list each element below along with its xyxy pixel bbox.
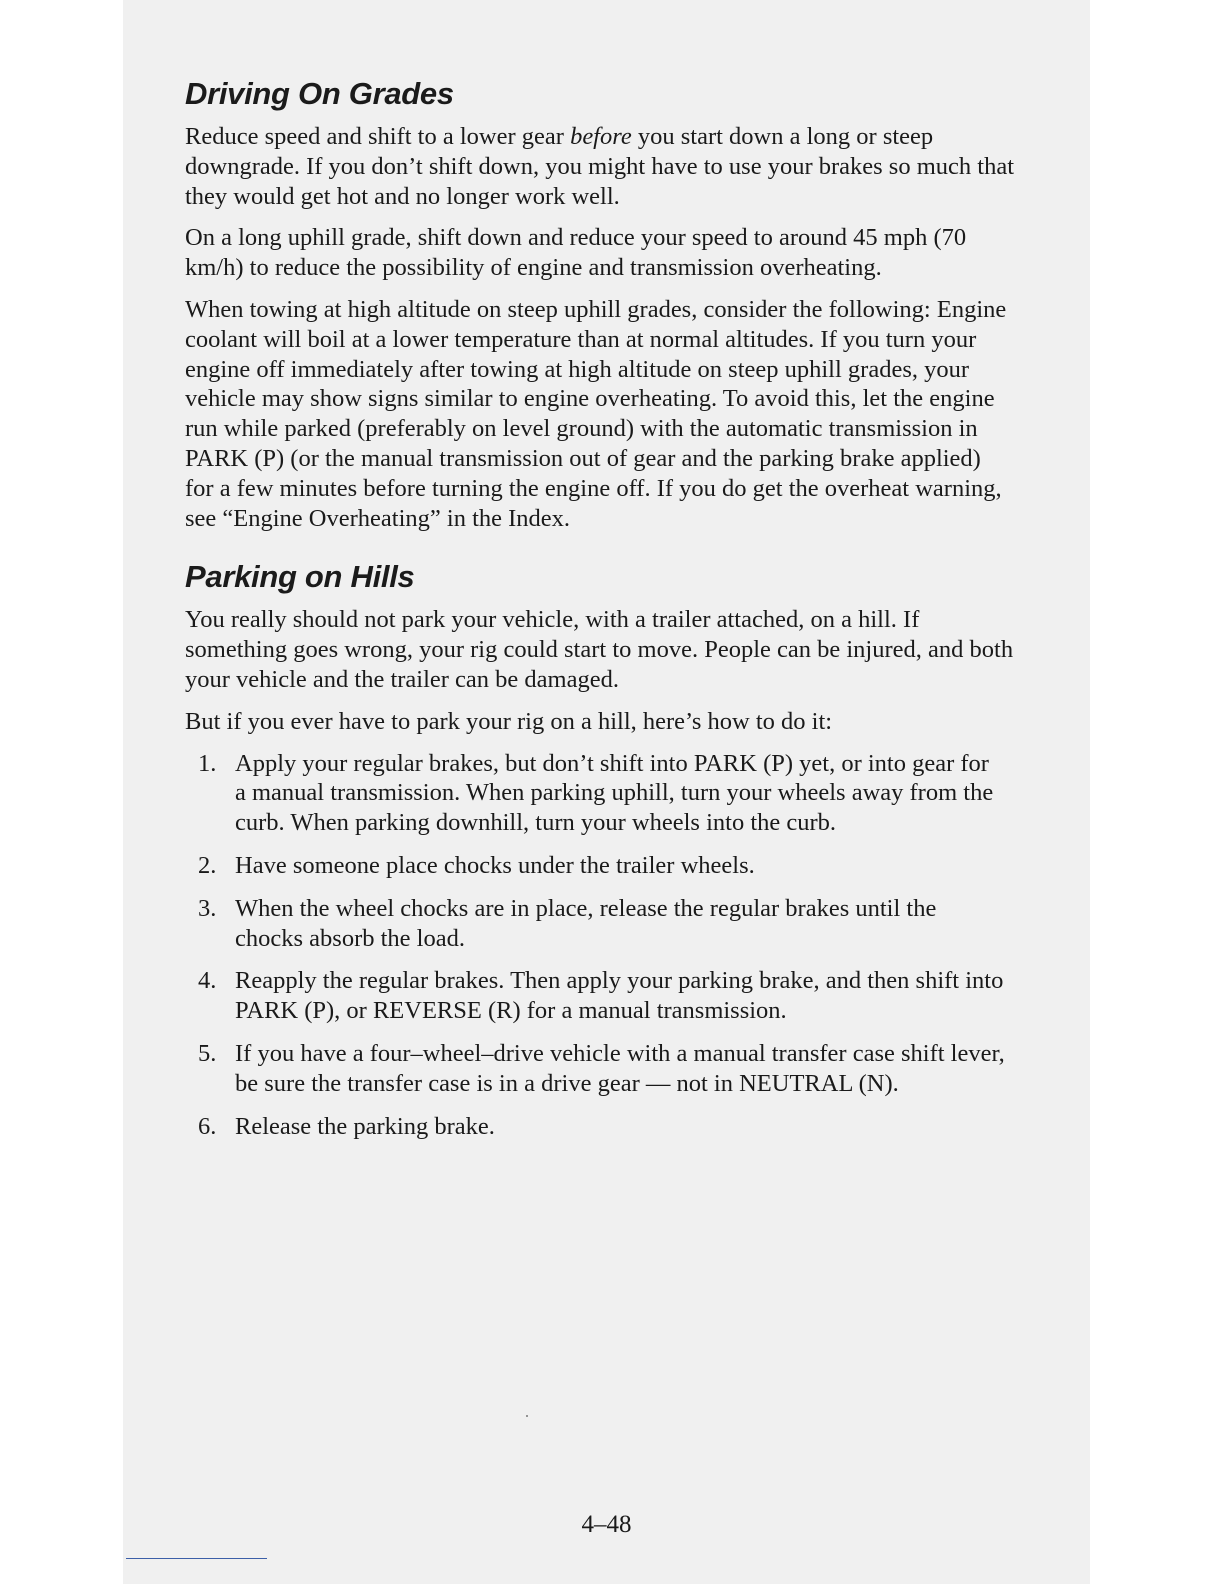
list-item-text: Have someone place chocks under the trailer wheels. — [235, 851, 755, 879]
list-item — [185, 966, 1015, 1026]
section-heading-parking-on-hills: Parking on Hills — [185, 559, 415, 595]
parking-steps-list — [185, 749, 1015, 1142]
list-item-number: 6. — [198, 1112, 217, 1140]
list-item-text: When the wheel chocks are in place, release the regular brakes until the chocks absorb the load. — [235, 894, 937, 952]
section-heading-driving-on-grades: Driving On Grades — [185, 76, 454, 111]
paragraph-high-altitude: When towing at high altitude on steep uphill grades, consider the following: Engine coolant will boil at a lower temperature than at normal altitudes. If you turn your engine off immediately after towing at high altitude on steep uphill grades, your vehicle may show signs similar to engine overheating. To avoid this, let the engine run while parked (preferably on level ground) with the automatic transmission in PARK (P) (or the manual transmission out of gear and the parking brake applied) for a few minutes before turning the engine off. If you do get the overheat warning, see “Engine Overheating” in the Index. — [185, 295, 1007, 532]
list-item-number: 2. — [198, 851, 217, 879]
paragraph-how-to: But if you ever have to park your rig on a hill, here’s how to do it: — [185, 707, 833, 735]
list-item-text: If you have a four–wheel–drive vehicle with a manual transfer case shift lever, be sure the transfer case is in a drive gear — not in NEUTRAL (N). — [235, 1039, 1005, 1097]
list-item-number: 1. — [198, 749, 217, 777]
paragraph-should-not-park: You really should not park your vehicle, with a trailer attached, on a hill. If something goes wrong, your rig could start to move. People can be injured, and both your vehicle and the trailer can be damaged. — [185, 606, 1014, 693]
list-item-text: Apply your regular brakes, but don’t shift into PARK (P) yet, or into gear for a manual transmission. When parking uphill, turn your wheels away from the curb. When parking downhill, turn your wheels into the curb. — [235, 749, 994, 837]
list-item-number: 3. — [198, 894, 217, 922]
list-item — [185, 1112, 1015, 1142]
list-item — [185, 1039, 1015, 1099]
paragraph-text: you start down a long or steep downgrade. If you don’t shift down, you might have to use your brakes so much that they would get hot and no longer work well. — [185, 123, 1015, 210]
emphasis-before: before — [570, 123, 632, 150]
footer-rule — [126, 1558, 267, 1559]
document-page — [123, 0, 1090, 1584]
paragraph-text: Reduce speed and shift to a lower gear — [185, 123, 571, 150]
list-item — [185, 894, 1015, 954]
list-item-number: 5. — [198, 1039, 217, 1067]
list-item-number: 4. — [198, 967, 217, 995]
list-item-text: Reapply the regular brakes. Then apply your parking brake, and then shift into PARK (P), or REVERSE (R) for a manual transmission. — [235, 967, 1004, 1025]
list-item-text: Release the parking brake. — [235, 1112, 495, 1140]
speck-decoration — [526, 1415, 528, 1417]
page-number: 4–48 — [581, 1511, 632, 1538]
paragraph-reduce-speed — [185, 122, 1015, 211]
list-item — [185, 851, 1015, 881]
page-content — [185, 76, 1015, 1154]
list-item — [185, 749, 1015, 838]
paragraph-uphill-grade: On a long uphill grade, shift down and reduce your speed to around 45 mph (70 km/h) to reduce the possibility of engine and transmission overheating. — [185, 224, 967, 282]
